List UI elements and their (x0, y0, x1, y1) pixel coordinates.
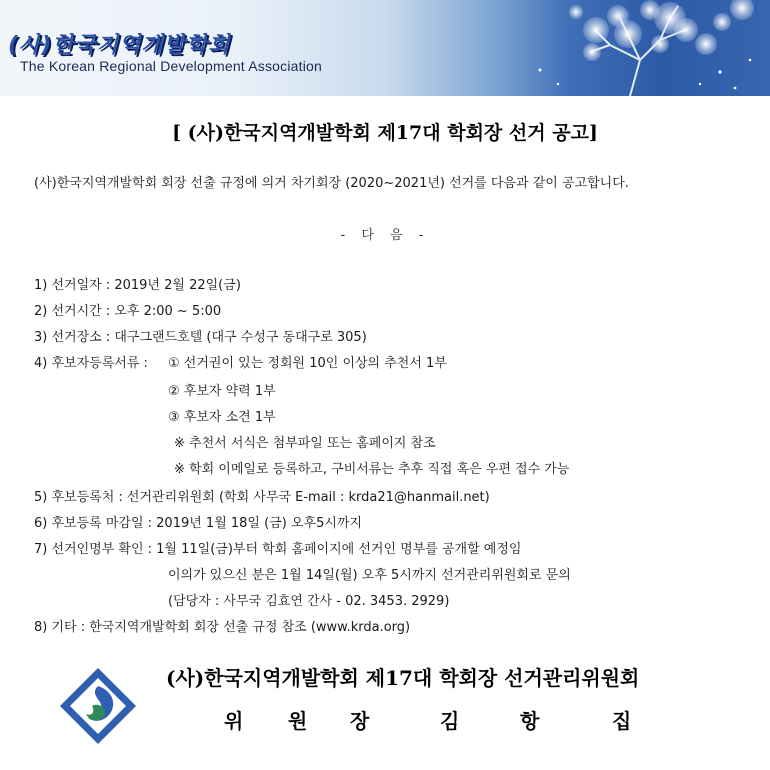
signature-char: 항 (520, 709, 540, 733)
logo-icon (58, 666, 138, 746)
list-item: ※ 추천서 서식은 첨부파일 또는 홈페이지 참조 (174, 436, 436, 451)
org-name-en: The Korean Regional Development Association (20, 58, 322, 74)
list-item: 2) 선거시간 : 오후 2:00 ~ 5:00 (34, 304, 222, 319)
signature-char: 장 (350, 709, 370, 733)
list-item: (담당자 : 사무국 김효연 간사 - 02. 3453. 2929) (168, 594, 450, 609)
list-item: ③ 후보자 소견 1부 (168, 410, 276, 425)
header-banner (0, 0, 770, 96)
committee-name: (사)한국지역개발학회 제17대 학회장 선거관리위원회 (166, 666, 640, 690)
snow-tree-icon (510, 0, 770, 96)
list-item: ② 후보자 약력 1부 (168, 384, 276, 399)
list-item: 7) 선거인명부 확인 : 1월 11일(금)부터 학회 홈페이지에 선거인 명부를 공개할 예정임 (34, 542, 522, 557)
list-item: 1) 선거일자 : 2019년 2월 22일(금) (34, 278, 241, 293)
org-name-kr: (사)한국지역개발학회 (8, 33, 231, 58)
list-item: 5) 후보등록처 : 선거관리위원회 (학회 사무국 E-mail : krda21@hanmail.net) (34, 490, 490, 505)
signature-char: 위 (224, 709, 244, 733)
list-item: 이의가 있으신 분은 1월 14일(월) 오후 5시까지 선거관리위원회로 문의 (168, 568, 571, 583)
list-item: ※ 학회 이메일로 등록하고, 구비서류는 추후 직접 혹은 우편 접수 가능 (174, 462, 570, 477)
signature-char: 원 (288, 709, 308, 733)
notice-title: [ (사)한국지역개발학회 제17대 학회장 선거 공고] (172, 122, 598, 144)
list-item: 8) 기타 : 한국지역개발학회 회장 선출 규정 참조 (www.krda.org) (34, 620, 411, 635)
signature-char: 집 (612, 709, 632, 733)
list-item: 4) 후보자등록서류 : (34, 356, 148, 371)
list-item: 3) 선거장소 : 대구그랜드호텔 (대구 수성구 동대구로 305) (34, 330, 367, 345)
notice-intro: (사)한국지역개발학회 회장 선출 규정에 의거 차기회장 (2020~2021년) 선거를 다음과 같이 공고합니다. (34, 176, 629, 191)
list-item: 6) 후보등록 마감일 : 2019년 1월 18일 (금) 오후5시까지 (34, 516, 363, 531)
list-item: ① 선거권이 있는 정회원 10인 이상의 추천서 1부 (168, 356, 447, 371)
signature-char: 김 (440, 709, 460, 733)
separator-text: - 다 음 - (340, 228, 430, 243)
